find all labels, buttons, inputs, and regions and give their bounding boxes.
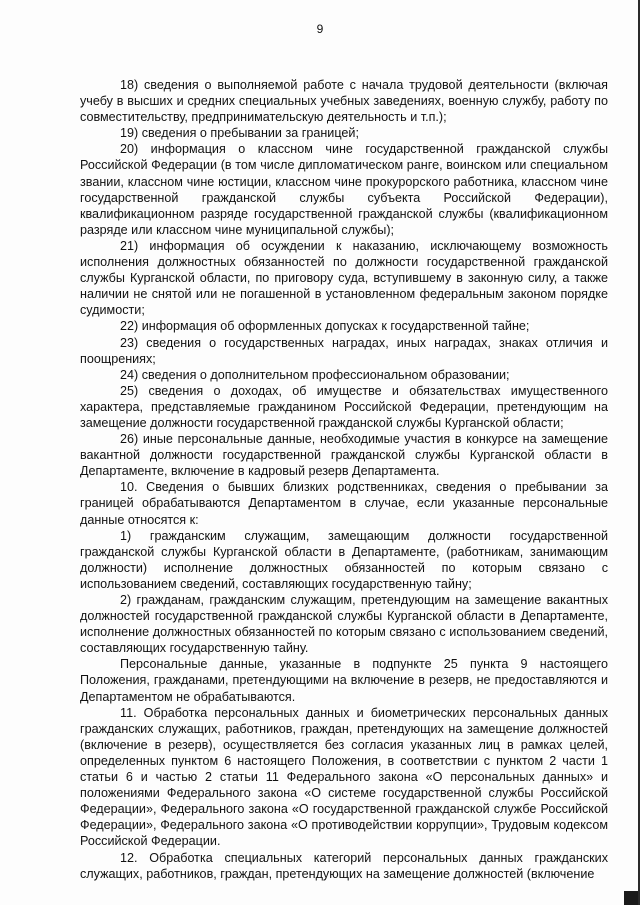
paragraph-item-19: 19) сведения о пребывании за границей; bbox=[120, 126, 359, 141]
paragraph-item-18: 18) сведения о выполняемой работе с начала трудовой деятельности (включая учебу в высших и средних специальных учебных заведениях, военную службу, работу по совместительству, предпринимательскую деятельность и т.п.); bbox=[80, 78, 608, 125]
paragraph-section-10-item-2: 2) гражданам, гражданским служащим, претендующим на замещение вакантных должностей государственной гражданской службы Курганской области в Департаменте, исполнение должностных обязанностей по которым связано с использованием сведений, составляющих государственную тайну. bbox=[80, 593, 608, 656]
paragraph-section-12: 12. Обработка специальных категорий персональных данных гражданских служащих, работников, граждан, претендующих на замещение должностей (включение bbox=[80, 850, 608, 881]
paragraph-item-23: 23) сведения о государственных наградах, иных наградах, знаках отличия и поощрениях; bbox=[80, 335, 608, 366]
paragraph-section-11: 11. Обработка персональных данных и биометрических персональных данных гражданских служащих, работников, граждан, претендующих на замещение должностей (включение в резерв), осуществляется без согласия указанных лиц в рамках целей, определенных пунктом 6 настоящего Положения, в соответствии с пунктом 2 части 1 статьи 6 и частью 2 статьи 11 Федерального закона «О персональных данных» и положениями Федерального закона «О системе государственной службы Российской Федерации», Федерального закона «О государственной гражданской службе Российской Федерации», Федерального закона «О противодействии коррупции», Трудовым кодексом Российской Федерации. bbox=[80, 705, 608, 849]
document-body bbox=[80, 77, 608, 882]
paragraph-item-25: 25) сведения о доходах, об имуществе и обязательствах имущественного характера, представляемые гражданином Российской Федерации, претендующим на замещение должности государственной гражданской службы Курганской области; bbox=[80, 383, 608, 430]
paragraph-section-10: 10. Сведения о бывших близких родственниках, сведения о пребывании за границей обрабатываются Департаментом в случае, если указанные персональные данные относятся к: bbox=[80, 480, 608, 527]
paragraph-item-21: 21) информация об осуждении к наказанию, исключающему возможность исполнения должностных обязанностей по должности государственной гражданской службы Курганской области, по приговору суда, вступившему в законную силу, а также наличии не снятой или не погашенной в установленном федеральным законом порядке судимости; bbox=[80, 238, 608, 318]
page-number: 9 bbox=[316, 22, 324, 36]
paragraph-item-24: 24) сведения о дополнительном профессиональном образовании; bbox=[120, 367, 510, 382]
paragraph-item-22: 22) информация об оформленных допусках к государственной тайне; bbox=[120, 319, 530, 334]
paragraph-personal-data-note: Персональные данные, указанные в подпункте 25 пункта 9 настоящего Положения, гражданами, претендующими на включение в резерв, не предоставляются и Департаментом не обрабатываются. bbox=[80, 657, 608, 704]
paragraph-item-20: 20) информация о классном чине государственной гражданской службы Российской Федерации (в том числе дипломатическом ранге, воинском или специальном звании, классном чине юстиции, классном чине прокурорского работника, классном чине государственной гражданской службы субъекта Российской Федерации), квалификационном разряде государственной гражданской службы (квалификационном разряде или классном чине муниципальной службы); bbox=[80, 142, 608, 237]
scan-edge-mark bbox=[624, 891, 638, 905]
paragraph-item-26: 26) иные персональные данные, необходимые участия в конкурсе на замещение вакантной должности государственной гражданской службы Курганской области в Департаменте, включение в кадровый резерв Департамента. bbox=[80, 432, 608, 479]
paragraph-section-10-item-1: 1) гражданским служащим, замещающим должности государственной гражданской службы Курганской области в Департаменте, (работникам, занимающим должности) исполнение должностных обязанностей по которым связано с использованием сведений, составляющих государственную тайну; bbox=[80, 528, 608, 591]
